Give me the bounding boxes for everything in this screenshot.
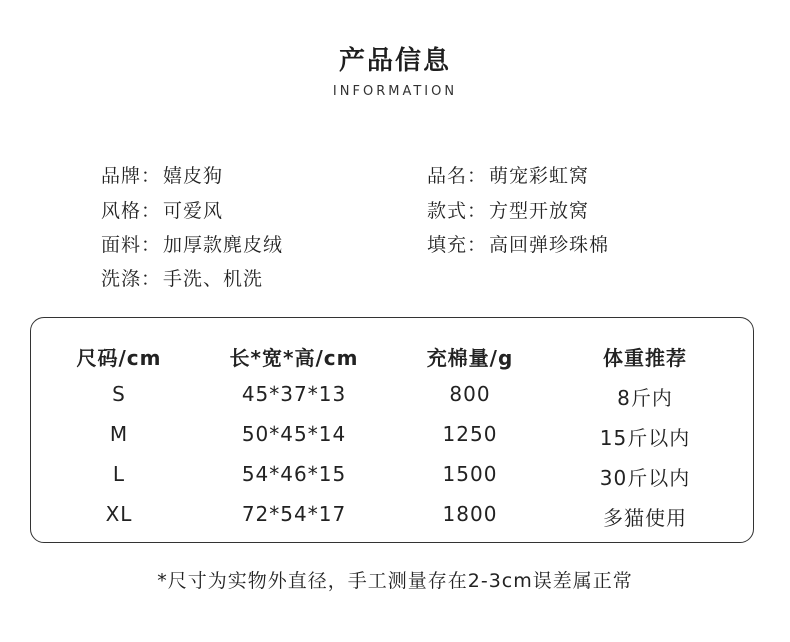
- table-cell-filling: 1250: [442, 422, 498, 446]
- table-cell-size: M: [109, 422, 129, 446]
- table-cell-size: S: [112, 382, 126, 406]
- info-filling-value: 高回弹珍珠棉: [489, 234, 610, 256]
- info-name-value: 萌宠彩虹窝: [489, 165, 590, 187]
- measurement-footnote: *尺寸为实物外直径，手工测量存在2-3cm误差属正常: [157, 570, 633, 592]
- table-header-dimensions: 长*宽*高/cm: [229, 346, 359, 370]
- table-cell-dimensions: 45*37*13: [241, 382, 347, 406]
- table-cell-filling: 1800: [442, 502, 498, 526]
- info-washing: [101, 264, 263, 291]
- info-brand-value: 嬉皮狗: [163, 165, 224, 187]
- info-fabric-value: 加厚款麂皮绒: [163, 234, 284, 256]
- size-table: [30, 317, 754, 543]
- info-type-label: 款式：: [427, 200, 488, 222]
- info-name-label: 品名：: [427, 165, 488, 187]
- info-brand-label: 品牌：: [101, 165, 162, 187]
- table-cell-filling: 1500: [442, 462, 498, 486]
- table-header-size: 尺码/cm: [76, 346, 162, 370]
- info-style-value: 可爱风: [163, 200, 224, 222]
- info-type-value: 方型开放窝: [489, 200, 590, 222]
- info-fabric: [101, 230, 283, 257]
- info-type: [427, 196, 589, 223]
- info-style-label: 风格：: [101, 200, 162, 222]
- table-cell-filling: 800: [449, 382, 491, 406]
- info-filling: [427, 230, 609, 257]
- table-cell-size: L: [112, 462, 126, 486]
- info-style: [101, 196, 223, 223]
- table-cell-weight: 8斤内: [617, 386, 673, 410]
- table-cell-size: XL: [105, 502, 133, 526]
- table-header-weight: 体重推荐: [603, 346, 687, 370]
- table-cell-dimensions: 54*46*15: [241, 462, 347, 486]
- info-fabric-label: 面料：: [101, 234, 162, 256]
- table-header-filling: 充棉量/g: [426, 346, 514, 370]
- info-washing-value: 手洗、机洗: [163, 268, 264, 290]
- table-cell-dimensions: 50*45*14: [241, 422, 347, 446]
- table-cell-weight: 15斤以内: [599, 426, 691, 450]
- table-cell-weight: 30斤以内: [599, 466, 691, 490]
- table-cell-weight: 多猫使用: [603, 506, 687, 530]
- page-title: 产品信息: [338, 46, 451, 76]
- info-brand: [101, 161, 223, 188]
- page-subtitle: INFORMATION: [332, 84, 458, 99]
- table-cell-dimensions: 72*54*17: [241, 502, 347, 526]
- info-filling-label: 填充：: [427, 234, 488, 256]
- info-name: [427, 161, 589, 188]
- info-washing-label: 洗涤：: [101, 268, 162, 290]
